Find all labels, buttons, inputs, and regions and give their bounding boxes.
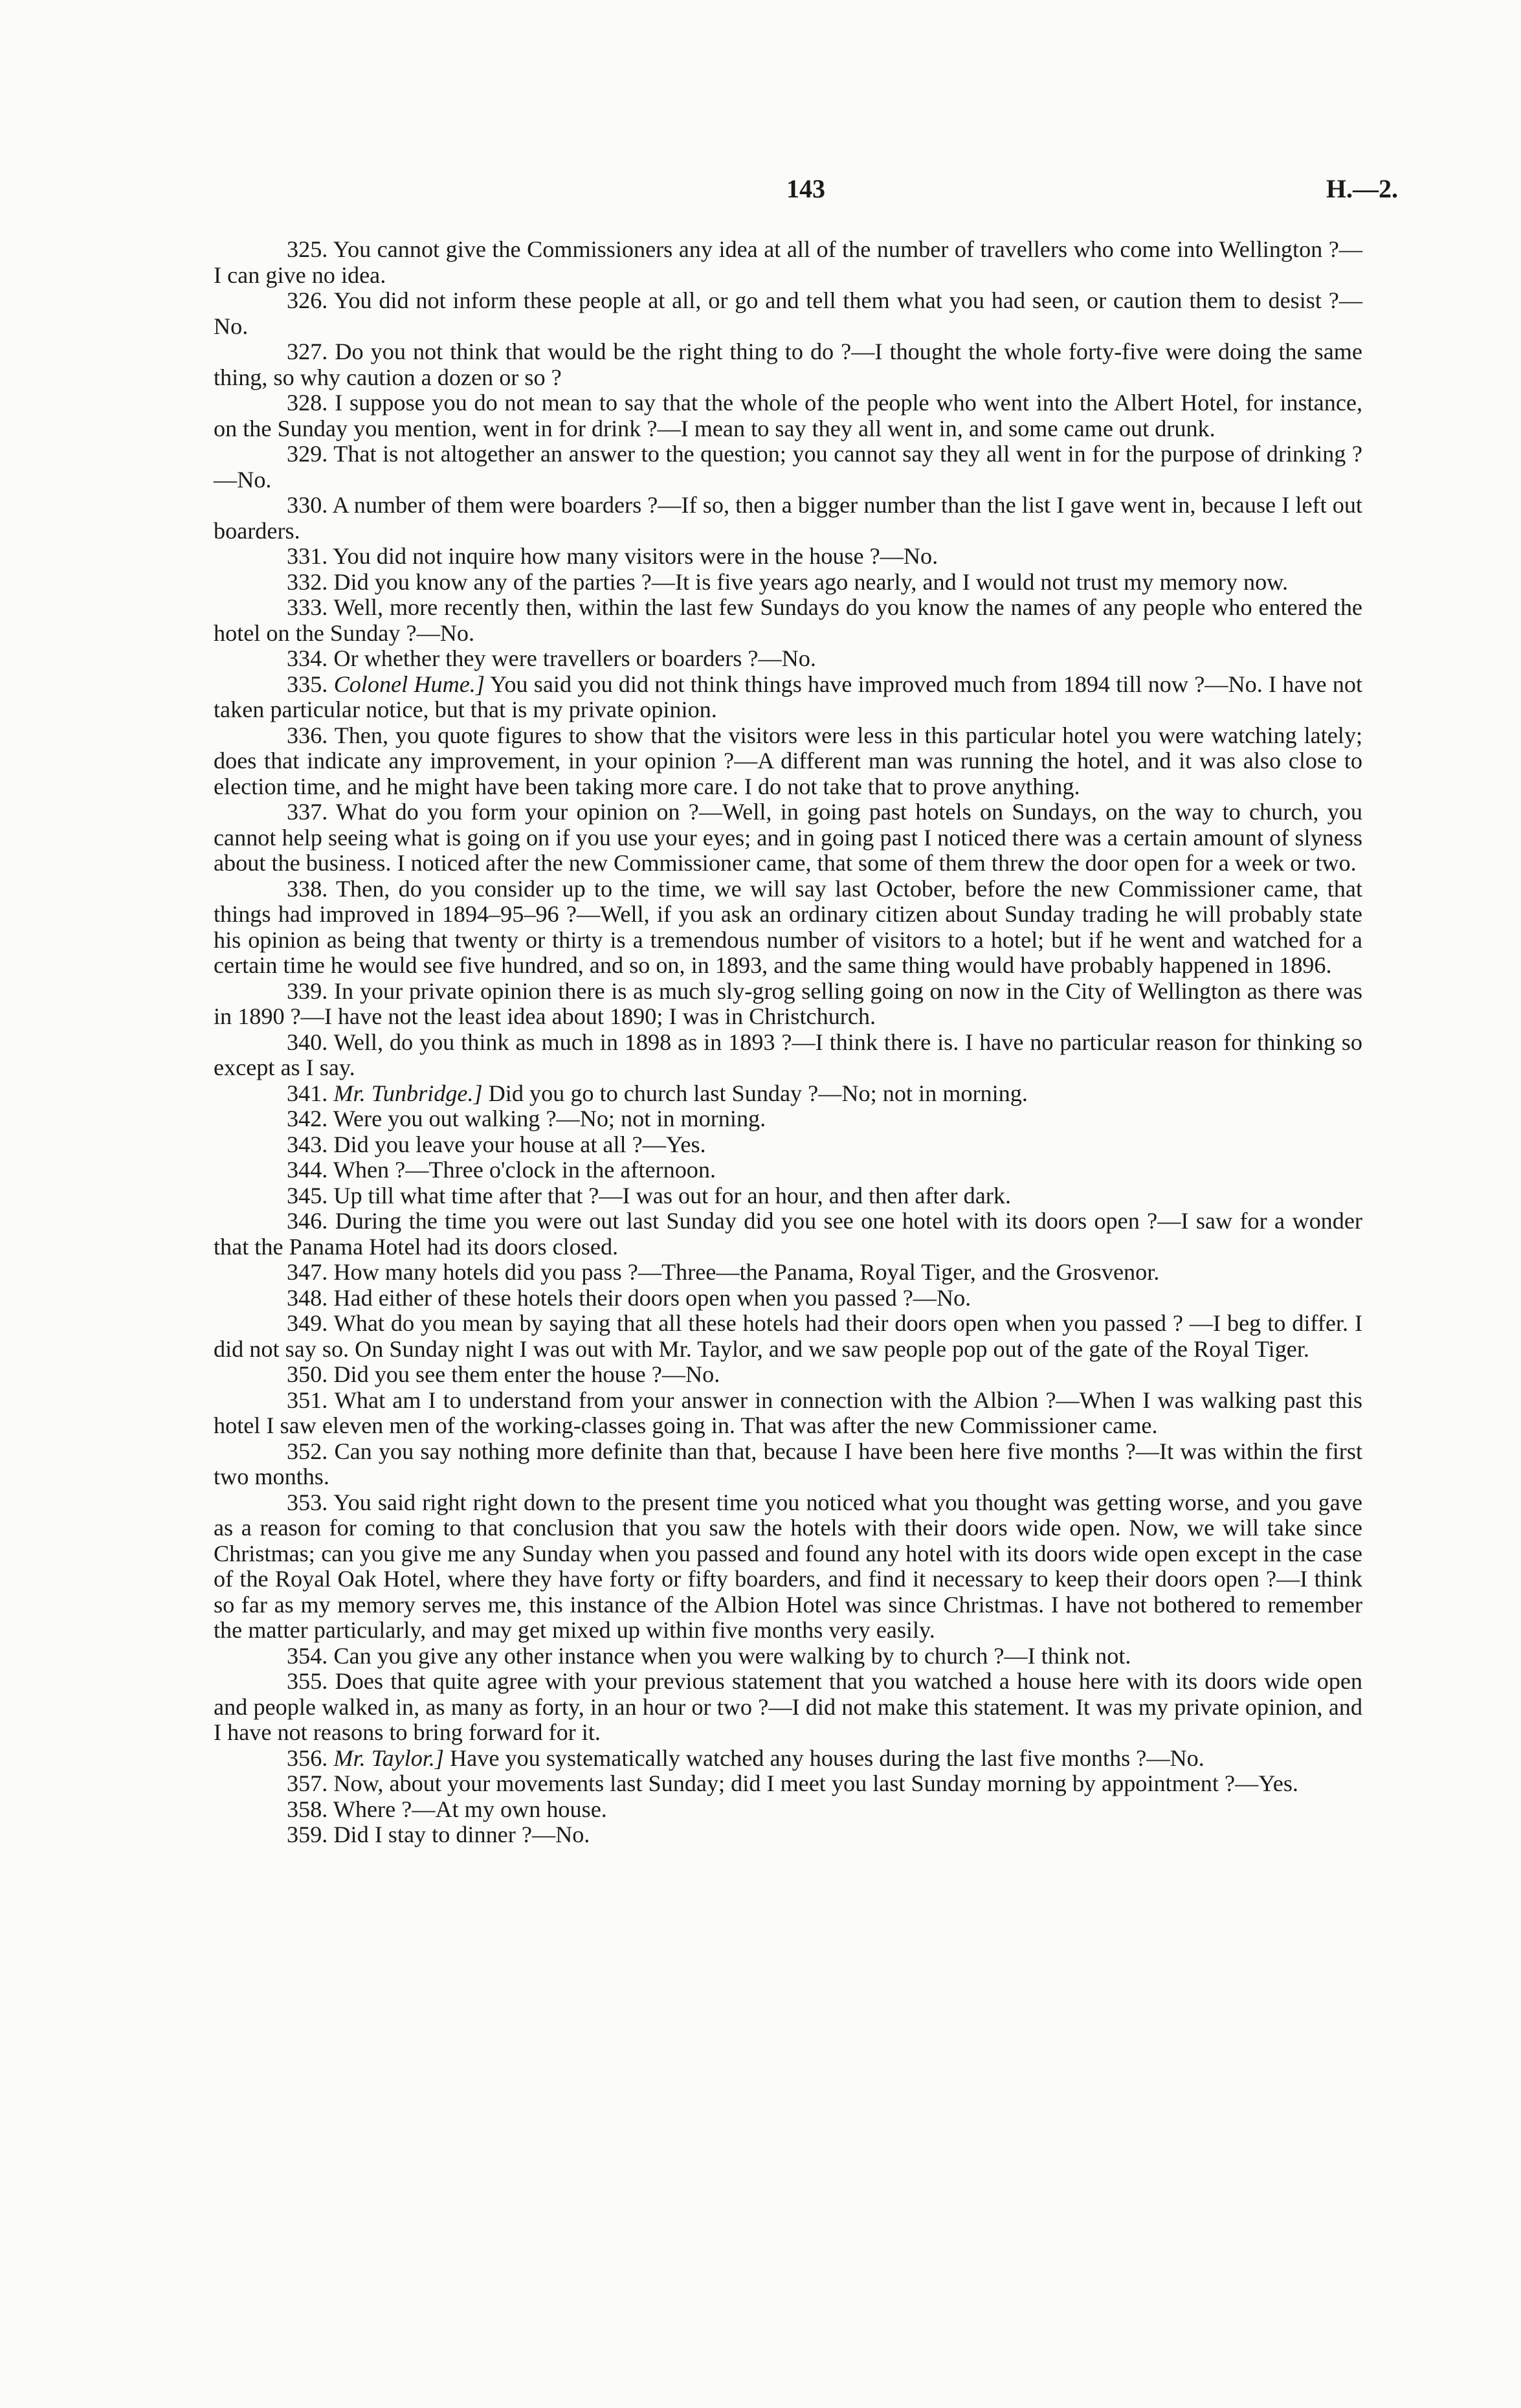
paragraph-text: 344. When ?—Three o'clock in the afternoon. (287, 1157, 716, 1183)
paragraph-text: 348. Had either of these hotels their doors open when you passed ?—No. (287, 1284, 971, 1311)
paragraph-text: 355. Does that quite agree with your previous statement that you watched a house here with its doors wide open and people walked in, as many as forty, in an hour or two ?—I did not make this statement. It was my private opinion, and I have not reasons to bring forward for it. (214, 1668, 1362, 1745)
testimony-paragraph (214, 1490, 1362, 1644)
testimony-paragraph (214, 876, 1362, 979)
paragraph-text: 339. In your private opinion there is as much sly-grog selling going on now in the City of Wellington as there was in 1890 ?—I have not the least idea about 1890; I was in Christchurch. (214, 977, 1362, 1029)
testimony-paragraph (214, 1388, 1362, 1439)
testimony-paragraph (214, 1106, 1362, 1132)
paragraph-text: You said you did not think things have improved much from 1894 till now ?—No. I have not taken particular notice, but that is my private opinion. (214, 671, 1363, 722)
paragraph-text: 349. What do you mean by saying that all these hotels had their doors open when you passed ? —I beg to differ. I did not say so. On Sunday night I was out with Mr. Taylor, and we saw people pop out of the gate of the Royal Tiger. (214, 1310, 1362, 1362)
testimony-paragraph (214, 237, 1362, 288)
testimony-paragraph (214, 1746, 1362, 1772)
speaker-name: Mr. Tunbridge.] (333, 1080, 483, 1106)
paragraph-text: 353. You said right right down to the present time you noticed what you thought was getting worse, and you gave as a reason for coming to that conclusion that you saw the hotels with their doors wide open. Now, we will take since Christmas; can you give me any Sunday when you passed and found any hotel with its doors wide open except in the case of the Royal Oak Hotel, where they have forty or fifty boarders, and find it necessary to keep their doors open ?—I think so far as my memory serves me, this instance of the Albion Hotel was since Christmas. I have not bothered to remember the matter particularly, and may get mixed up within five months very easily. (214, 1489, 1362, 1643)
testimony-body (214, 237, 1362, 1848)
testimony-paragraph (214, 339, 1362, 390)
testimony-paragraph (214, 1132, 1362, 1158)
paragraph-text: 328. I suppose you do not mean to say that the whole of the people who went into the Albert Hotel, for instance, on the Sunday you mention, went in for drink ?—I mean to say they all went in, and some came out drunk. (214, 390, 1362, 441)
testimony-paragraph (214, 1209, 1362, 1260)
testimony-paragraph (214, 1183, 1362, 1209)
paragraph-text: 354. Can you give any other instance when you were walking by to church ?—I think not. (287, 1642, 1131, 1669)
testimony-paragraph (214, 1822, 1362, 1848)
paragraph-text: 332. Did you know any of the parties ?—It is five years ago nearly, and I would not trust my memory now. (287, 568, 1289, 595)
testimony-paragraph (214, 544, 1362, 570)
paragraph-text: 337. What do you form your opinion on ?—Well, in going past hotels on Sundays, on the way to church, you cannot help seeing what is going on if you use your eyes; and in going past I noticed there was a certain amount of slyness about the business. I noticed after the new Commissioner came, that some of them threw the door open for a week or two. (214, 799, 1362, 876)
paragraph-text: 325. You cannot give the Commissioners any idea at all of the number of travellers who come into Wellington ?—I can give no idea. (214, 236, 1362, 288)
testimony-paragraph (214, 493, 1362, 544)
testimony-paragraph (214, 1260, 1362, 1286)
testimony-paragraph (214, 799, 1362, 876)
paragraph-text: 340. Well, do you think as much in 1898 as in 1893 ?—I think there is. I have no particular reason for thinking so except as I say. (214, 1029, 1362, 1080)
paragraph-text: 326. You did not inform these people at all, or go and tell them what you had seen, or caution them to desist ?—No. (214, 287, 1362, 339)
paragraph-text: Have you systematically watched any houses during the last five months ?—No. (450, 1745, 1205, 1771)
testimony-paragraph (214, 672, 1362, 723)
paragraph-text: 350. Did you see them enter the house ?—No. (287, 1361, 720, 1387)
testimony-paragraph (214, 1081, 1362, 1107)
paragraph-text: 336. Then, you quote figures to show that the visitors were less in this particular hotel you were watching lately; does that indicate any improvement, in your opinion ?—A different man was running the hotel, and it was also close to election time, and he might have been taking more care. I do not take that to prove anything. (214, 722, 1362, 799)
testimony-paragraph (214, 570, 1362, 596)
testimony-paragraph (214, 1439, 1362, 1490)
testimony-paragraph (214, 979, 1362, 1030)
paragraph-text: 358. Where ?—At my own house. (287, 1796, 607, 1822)
paragraph-text: 329. That is not altogether an answer to the question; you cannot say they all went in for the purpose of drinking ?—No. (214, 441, 1362, 493)
document-code: H.—2. (1326, 174, 1398, 203)
question-number: 335. (287, 671, 328, 697)
testimony-paragraph (214, 1286, 1362, 1311)
paragraph-text: 345. Up till what time after that ?—I was out for an hour, and then after dark. (287, 1182, 1012, 1209)
question-number: 356. (287, 1745, 328, 1771)
speaker-name: Colonel Hume.] (333, 671, 485, 697)
testimony-paragraph (214, 1157, 1362, 1183)
testimony-paragraph (214, 1669, 1362, 1746)
paragraph-text: 334. Or whether they were travellers or boarders ?—No. (287, 645, 816, 671)
paragraph-text: 346. During the time you were out last Sunday did you see one hotel with its doors open ?—I saw for a wonder that the Panama Hotel had its doors closed. (214, 1208, 1362, 1260)
testimony-paragraph (214, 1030, 1362, 1081)
paragraph-text: 338. Then, do you consider up to the time, we will say last October, before the new Commissioner came, that things had improved in 1894–95–96 ?—Well, if you ask an ordinary citizen about Sunday trading he will probably state his opinion as being that twenty or thirty is a tremendous number of visitors to a hotel; but if he went and watched for a certain time he would see five hundred, and so on, in 1893, and the same thing would have probably happened in 1896. (214, 875, 1362, 978)
testimony-paragraph (214, 595, 1362, 646)
paragraph-text: 327. Do you not think that would be the right thing to do ?—I thought the whole forty-five were doing the same thing, so why caution a dozen or so ? (214, 339, 1362, 390)
page-header (214, 173, 1398, 212)
testimony-paragraph (214, 1797, 1362, 1823)
testimony-paragraph (214, 441, 1362, 493)
testimony-paragraph (214, 646, 1362, 672)
testimony-paragraph (214, 288, 1362, 339)
paragraph-text: 331. You did not inquire how many visitors were in the house ?—No. (287, 543, 938, 569)
paragraph-text: 347. How many hotels did you pass ?—Three—the Panama, Royal Tiger, and the Grosvenor. (287, 1259, 1160, 1285)
testimony-paragraph (214, 390, 1362, 441)
testimony-paragraph (214, 1644, 1362, 1669)
paragraph-text: 357. Now, about your movements last Sunday; did I meet you last Sunday morning by appointment ?—Yes. (287, 1770, 1298, 1796)
paragraph-text: 359. Did I stay to dinner ?—No. (287, 1822, 590, 1847)
testimony-paragraph (214, 1771, 1362, 1797)
testimony-paragraph (214, 1362, 1362, 1388)
page-number: 143 (786, 174, 825, 203)
paragraph-text: Did you go to church last Sunday ?—No; not in morning. (488, 1080, 1028, 1106)
testimony-paragraph (214, 723, 1362, 800)
testimony-paragraph (214, 1311, 1362, 1362)
speaker-name: Mr. Taylor.] (333, 1745, 444, 1771)
paragraph-text: 330. A number of them were boarders ?—If so, then a bigger number than the list I gave went in, because I left out boarders. (214, 492, 1362, 544)
paragraph-text: 351. What am I to understand from your answer in connection with the Albion ?—When I was walking past this hotel I saw eleven men of the working-classes going in. That was after the new Commissioner came. (214, 1387, 1362, 1438)
paragraph-text: 352. Can you say nothing more definite than that, because I have been here five months ?—It was within the first two months. (214, 1438, 1362, 1489)
paragraph-text: 333. Well, more recently then, within the last few Sundays do you know the names of any people who entered the hotel on the Sunday ?—No. (214, 594, 1362, 646)
question-number: 341. (287, 1080, 328, 1106)
paragraph-text: 343. Did you leave your house at all ?—Yes. (287, 1131, 706, 1157)
paragraph-text: 342. Were you out walking ?—No; not in morning. (287, 1106, 766, 1132)
